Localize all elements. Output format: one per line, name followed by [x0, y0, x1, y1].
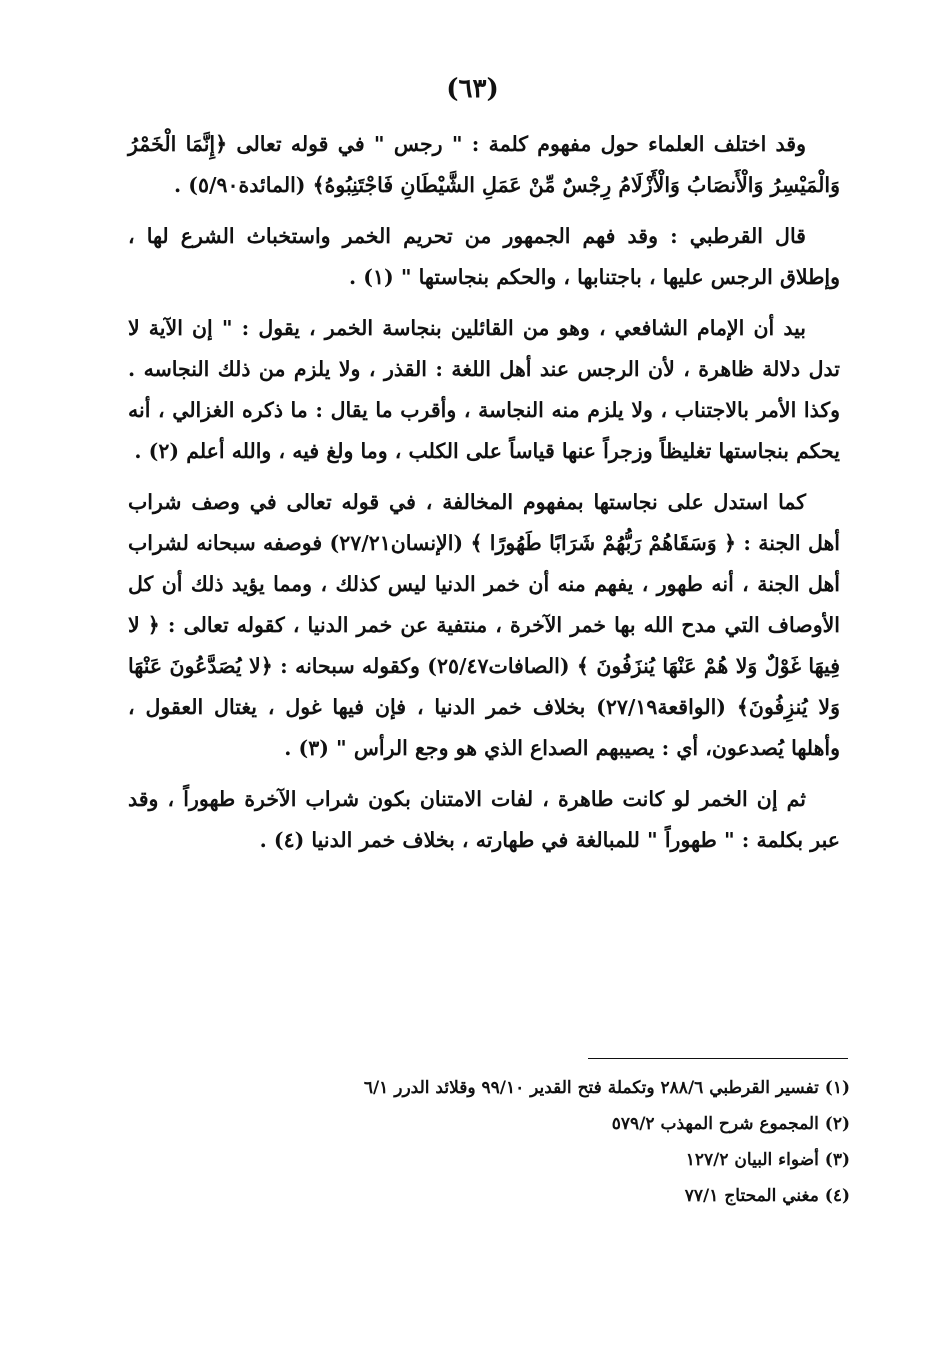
main-text [128, 124, 840, 867]
footnote-4: (٤) مغني المحتاج ٧٧/١ [684, 1186, 850, 1206]
footnote-1: (١) تفسير القرطبي ٢٨٨/٦ وتكملة فتح القدير ٩٩/١٠ وقلائد الدرر ٦/١ [363, 1078, 850, 1098]
footnote-2: (٢) المجموع شرح المهذب ٥٧٩/٢ [611, 1114, 850, 1134]
paragraph-mafhum-mukhalafa: كما استدل على نجاستها بمفهوم المخالفة ، في قوله تعالى في وصف شراب أهل الجنة : ﴿ وَسَقَاهُمْ رَبُّهُمْ شَرَابًا طَهُورًا ﴾ (الإنسان٢٧/٢١) فوصفه سبحانه لشراب أهل الجنة ، أنه طهور ، يفهم منه أن خمر الدنيا ليس كذلك ، ومما يؤيد ذلك أن كل الأوصاف التي مدح الله بها خمر الآخرة ، منتفية عن خمر الدنيا ، كقوله تعالى : ﴿ لا فِيهَا غَوْلٌ وَلا هُمْ عَنْهَا يُنزَفُونَ ﴾ (الصافات٢٥/٤٧) وكقوله سبحانه : ﴿لا يُصَدَّعُونَ عَنْهَا وَلا يُنزِفُونَ﴾ (الواقعة٢٧/١٩) بخلاف خمر الدنيا ، فإن فيها غول ، يغتال العقول ، وأهلها يُصدعون، أي : يصيبهم الصداع الذي هو وجع الرأس " (٣) . [128, 490, 841, 760]
footnote-3: (٣) أضواء البيان ١٢٧/٢ [685, 1150, 850, 1170]
paragraph-qurtubi: قال القرطبي : وقد فهم الجمهور من تحريم الخمر واستخباث الشرع لها ، وإطلاق الرجس عليها ، باجتنابها ، والحكم بنجاستها " (١) . [128, 224, 840, 289]
paragraph-shafii: بيد أن الإمام الشافعي ، وهو من القائلين بنجاسة الخمر ، يقول : " إن الآية لا تدل دلالة ظاهرة ، لأن الرجس عند أهل اللغة : القذر ، ولا يلزم من ذلك النجاسه . وكذا الأمر بالاجتناب ، ولا يلزم منه النجاسة ، وأقرب ما يقال : ما ذكره الغزالي ، أنه يحكم بنجاستها تغليظاً وزجراً عنها قياساً على الكلب ، وما ولغ فيه ، والله أعلم (٢) . [128, 316, 840, 463]
footnotes [200, 1070, 850, 1214]
page-number: (٦٣) [446, 74, 499, 104]
footnote-divider [588, 1058, 848, 1059]
paragraph-imtinan: ثم إن الخمر لو كانت طاهرة ، لفات الامتنان بكون شراب الآخرة طهوراً ، وقد عبر بكلمة : " طهوراً " للمبالغة في طهارته ، بخلاف خمر الدنيا (٤) . [128, 787, 840, 852]
paragraph-rijs-meaning: وقد اختلف العلماء حول مفهوم كلمة : " رجس " في قوله تعالى ﴿إِنَّمَا الْخَمْرُ وَالْمَيْسِرُ وَالْأَنصَابُ وَالْأَزْلَامُ رِجْسٌ مِّنْ عَمَلِ الشَّيْطَانِ فَاجْتَنِبُوهُ﴾ (المائدة٥/٩٠) . [128, 132, 840, 197]
